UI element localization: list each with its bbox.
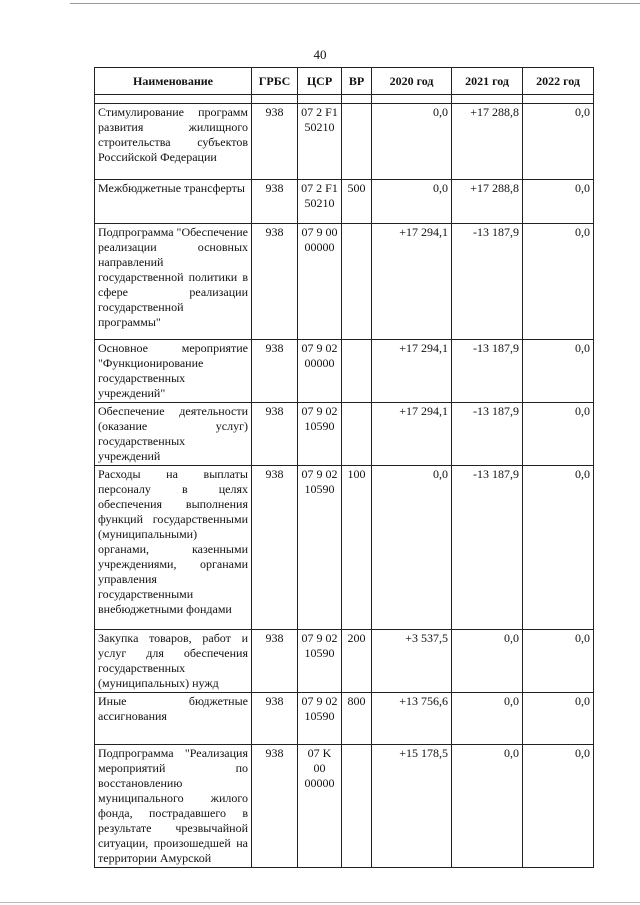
row-csr-cell: 07 9 02 10590: [298, 466, 342, 630]
table-row: [95, 180, 594, 224]
row-vr-cell: 500: [342, 180, 372, 224]
row-2020-cell: +3 537,5: [372, 630, 452, 693]
row-2020-cell: +13 756,6: [372, 693, 452, 745]
row-name-cell: Закупка товаров, работ и услуг для обеспечения государственных (муниципальных) нужд: [95, 630, 252, 693]
row-grbs-cell: 938: [252, 224, 298, 340]
row-2021-cell: 0,0: [452, 745, 523, 868]
table-header: [95, 68, 594, 95]
row-2020-cell: 0,0: [372, 180, 452, 224]
row-name-cell: Подпрограмма "Обеспечение реализации основных направлений государственной политики в сфере реализации государственной программы": [95, 224, 252, 340]
header-name: Наименование: [95, 68, 252, 95]
row-vr-cell: [342, 340, 372, 403]
row-2020-cell: +17 294,1: [372, 403, 452, 466]
row-grbs-cell: 938: [252, 104, 298, 180]
budget-table: [94, 67, 594, 868]
header-grbs: ГРБС: [252, 68, 298, 95]
row-name-cell: Основное мероприятие "Функционирование государственных учреждений": [95, 340, 252, 403]
row-2022-cell: 0,0: [523, 466, 594, 630]
row-csr-cell: 07 9 02 10590: [298, 403, 342, 466]
row-csr-cell: 07 K 00 00000: [298, 745, 342, 868]
row-2022-cell: 0,0: [523, 180, 594, 224]
row-vr-cell: [342, 403, 372, 466]
table-row: [95, 745, 594, 868]
row-grbs-cell: 938: [252, 693, 298, 745]
row-2022-cell: 0,0: [523, 630, 594, 693]
row-name-cell: Расходы на выплаты персоналу в целях обеспечения выполнения функций государственными (муниципальными) органами, казенными учреждениями, органами управления государственными внебюджетными фондами: [95, 466, 252, 630]
row-name-cell: Подпрограмма "Реализация мероприятий по восстановлению муниципального жилого фонда, пострадавшего в результате чрезвычайной ситуации, произошедшей на территории Амурской: [95, 745, 252, 868]
row-2021-cell: -13 187,9: [452, 466, 523, 630]
row-2020-cell: +17 294,1: [372, 224, 452, 340]
row-2021-cell: -13 187,9: [452, 224, 523, 340]
row-vr-cell: [342, 745, 372, 868]
table-row: [95, 466, 594, 630]
row-vr-cell: 100: [342, 466, 372, 630]
row-grbs-cell: 938: [252, 340, 298, 403]
row-grbs-cell: 938: [252, 466, 298, 630]
row-grbs-cell: 938: [252, 630, 298, 693]
row-2021-cell: +17 288,8: [452, 104, 523, 180]
row-2022-cell: 0,0: [523, 693, 594, 745]
row-vr-cell: 200: [342, 630, 372, 693]
row-name-cell: Межбюджетные трансферты: [95, 180, 252, 224]
table-row: [95, 403, 594, 466]
table-body: [95, 95, 594, 868]
row-grbs-cell: 938: [252, 180, 298, 224]
row-name-cell: Иные бюджетные ассигнования: [95, 693, 252, 745]
row-2021-cell: -13 187,9: [452, 340, 523, 403]
row-csr-cell: 07 9 02 10590: [298, 693, 342, 745]
row-2022-cell: 0,0: [523, 745, 594, 868]
row-grbs-cell: 938: [252, 745, 298, 868]
row-2020-cell: 0,0: [372, 466, 452, 630]
row-csr-cell: 07 2 F1 50210: [298, 180, 342, 224]
row-2022-cell: 0,0: [523, 104, 594, 180]
header-2020: 2020 год: [372, 68, 452, 95]
row-2021-cell: -13 187,9: [452, 403, 523, 466]
row-2021-cell: +17 288,8: [452, 180, 523, 224]
row-2022-cell: 0,0: [523, 340, 594, 403]
row-2020-cell: 0,0: [372, 104, 452, 180]
table-row: [95, 340, 594, 403]
table-spacer-row: [95, 95, 594, 104]
header-2021: 2021 год: [452, 68, 523, 95]
row-vr-cell: 800: [342, 693, 372, 745]
row-2021-cell: 0,0: [452, 630, 523, 693]
row-vr-cell: [342, 224, 372, 340]
table-row: [95, 630, 594, 693]
row-csr-cell: 07 9 02 10590: [298, 630, 342, 693]
row-csr-cell: 07 9 00 00000: [298, 224, 342, 340]
page-number: 40: [313, 47, 327, 62]
table-row: [95, 224, 594, 340]
row-csr-cell: 07 9 02 00000: [298, 340, 342, 403]
row-name-cell: Обеспечение деятельности (оказание услуг) государственных учреждений: [95, 403, 252, 466]
row-name-cell: Стимулирование программ развития жилищного строительства субъектов Российской Федерации: [95, 104, 252, 180]
header-csr: ЦСР: [298, 68, 342, 95]
row-2020-cell: +15 178,5: [372, 745, 452, 868]
scan-edge-bottom: [0, 902, 640, 903]
header-vr: ВР: [342, 68, 372, 95]
header-2022: 2022 год: [523, 68, 594, 95]
row-grbs-cell: 938: [252, 403, 298, 466]
row-2021-cell: 0,0: [452, 693, 523, 745]
row-vr-cell: [342, 104, 372, 180]
table-row: [95, 104, 594, 180]
row-2022-cell: 0,0: [523, 224, 594, 340]
table-row: [95, 693, 594, 745]
scan-edge-top: [70, 3, 640, 4]
row-2022-cell: 0,0: [523, 403, 594, 466]
row-2020-cell: +17 294,1: [372, 340, 452, 403]
row-csr-cell: 07 2 F1 50210: [298, 104, 342, 180]
